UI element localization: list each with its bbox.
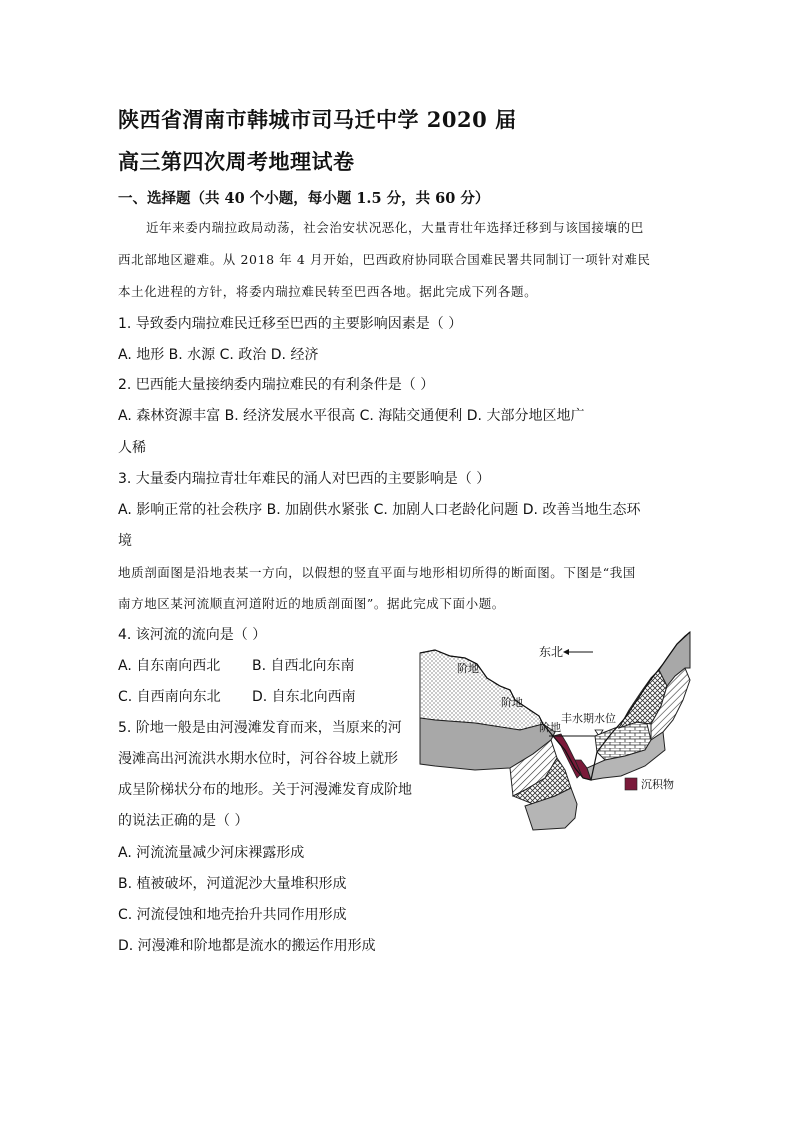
direction-arrow-head — [563, 649, 569, 655]
question-2-options-line2: 人稀 — [118, 440, 146, 456]
question-5-stem-line1: 5. 阶地一般是由河漫滩发育而来，当原来的河 — [118, 720, 402, 736]
question-5-stem-line3: 成呈阶梯状分布的地形。关于河漫滩发育成阶地 — [118, 782, 412, 798]
question-4-option-b: B. 自西北向东南 — [252, 658, 355, 674]
terrace-label-3: 阶地 — [539, 721, 561, 734]
question-1-options: A. 地形 B. 水源 C. 政治 D. 经济 — [118, 347, 319, 363]
passage2-line1: 地质剖面图是沿地表某一方向，以假想的竖直平面与地形相切所得的断面图。下图是“我国 — [118, 565, 636, 580]
legend-sediment-swatch — [625, 778, 637, 790]
page-title-line2: 高三第四次周考地理试卷 — [118, 149, 355, 174]
question-4-option-a: A. 自东南向西北 — [118, 658, 221, 674]
question-3-options-line1: A. 影响正常的社会秩序 B. 加剧供水紧张 C. 加剧人口老龄化问题 D. 改善当地生态环 — [118, 502, 641, 518]
question-4-option-d: D. 自东北向西南 — [252, 689, 356, 705]
passage1-line2: 西北部地区避难。从 2018 年 4 月开始，巴西政府协同联合国难民署共同制订一项针对难民 — [118, 252, 651, 267]
question-5-stem-line2: 漫滩高出河流洪水期水位时，河谷谷坡上就形 — [118, 751, 398, 767]
page-title-line1: 陕西省渭南市韩城市司马迁中学 2020 届 — [118, 107, 517, 132]
terrace-label-2: 阶地 — [501, 696, 523, 709]
question-1-stem: 1. 导致委内瑞拉难民迁移至巴西的主要影响因素是（ ） — [118, 316, 463, 332]
question-2-options-line1: A. 森林资源丰富 B. 经济发展水平很高 C. 海陆交通便利 D. 大部分地区地广 — [118, 408, 585, 424]
question-3-stem: 3. 大量委内瑞拉青壮年难民的涌人对巴西的主要影响是（ ） — [118, 471, 491, 487]
question-5-stem-line4: 的说法正确的是（ ） — [118, 813, 249, 829]
left-bank-dotted-layer — [420, 650, 543, 730]
question-5-option-b: B. 植被破坏，河道泥沙大量堆积形成 — [118, 876, 347, 892]
question-4-option-c: C. 自西南向东北 — [118, 689, 221, 705]
question-5-option-c: C. 河流侵蚀和地壳抬升共同作用形成 — [118, 907, 347, 923]
passage2-line2: 南方地区某河流顺直河道附近的地质剖面图”。据此完成下面小题。 — [118, 596, 505, 611]
question-5-option-d: D. 河漫滩和阶地都是流水的搬运作用形成 — [118, 938, 376, 954]
section-heading: 一、选择题（共 40 个小题，每小题 1.5 分，共 60 分） — [118, 190, 490, 207]
question-3-options-line2: 境 — [118, 533, 132, 549]
passage1-line3: 本土化进程的方针，将委内瑞拉难民转至巴西各地。据此完成下列各题。 — [118, 284, 538, 299]
question-5-option-a: A. 河流流量减少河床裸露形成 — [118, 845, 305, 861]
passage1-line1: 近年来委内瑞拉政局动荡，社会治安状况恶化，大量青壮年选择迁移到与该国接壤的巴 — [146, 220, 644, 235]
terrace-label-1: 阶地 — [457, 662, 479, 675]
direction-label-northeast: 东北 — [539, 645, 564, 659]
question-4-stem: 4. 该河流的流向是（ ） — [118, 627, 267, 643]
legend-sediment-label: 沉积物 — [641, 778, 674, 791]
water-level-label: 丰水期水位 — [561, 712, 616, 725]
geologic-cross-section-figure — [415, 628, 695, 843]
question-2-stem: 2. 巴西能大量接纳委内瑞拉难民的有利条件是（ ） — [118, 377, 435, 393]
